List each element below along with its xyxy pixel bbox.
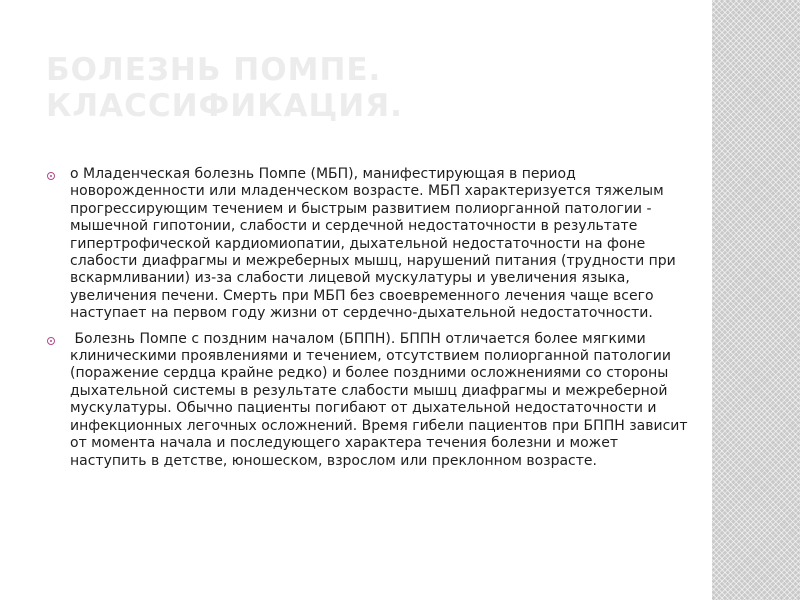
slide-title-line-1: БОЛЕЗНЬ ПОМПЕ. xyxy=(46,52,382,88)
bullet-item-late-onset xyxy=(44,331,694,470)
bullet-list xyxy=(44,166,694,478)
bullet-text: Болезнь Помпе с поздним началом (БППН). БППН отличается более мягкими клиническими проявлениями и течением, отсутствием полиорганной патологии (поражение сердца крайне редко) и более поздними осложнениями со стороны дыхательной системы в результате слабости мышц диафрагмы и межреберной мускулатуры. Обычно пациенты погибают от дыхательной недостаточности и инфекционных легочных осложнений. Время гибели пациентов при БППН зависит от момента начала и последующего характера течения болезни и может наступить в детстве, юношеском, взрослом или преклонном возрасте. xyxy=(70,330,692,469)
slide-title xyxy=(46,52,686,124)
ring-bullet-icon xyxy=(47,172,55,180)
decorative-side-band xyxy=(712,0,800,600)
bullet-text: o Младенческая болезнь Помпе (МБП), манифестирующая в период новорожденности или младенческом возрасте. МБП характеризуется тяжелым прогрессирующим течением и быстрым развитием полиорганной патологии - мышечной гипотонии, слабости и сердечной недостаточности в результате гипертрофической кардиомиопатии, дыхательной недостаточности на фоне слабости диафрагмы и межреберных мышц, нарушений питания (трудности при вскармливании) из-за слабости лицевой мускулатуры и увеличения языка, увеличения печени. Смерть при МБП без своевременного лечения чаще всего наступает на первом году жизни от сердечно-дыхательной недостаточности. xyxy=(70,166,676,322)
slide-title-line-2: КЛАССИФИКАЦИЯ. xyxy=(46,88,403,124)
ring-bullet-icon xyxy=(47,337,55,345)
bullet-item-infantile xyxy=(44,166,694,323)
